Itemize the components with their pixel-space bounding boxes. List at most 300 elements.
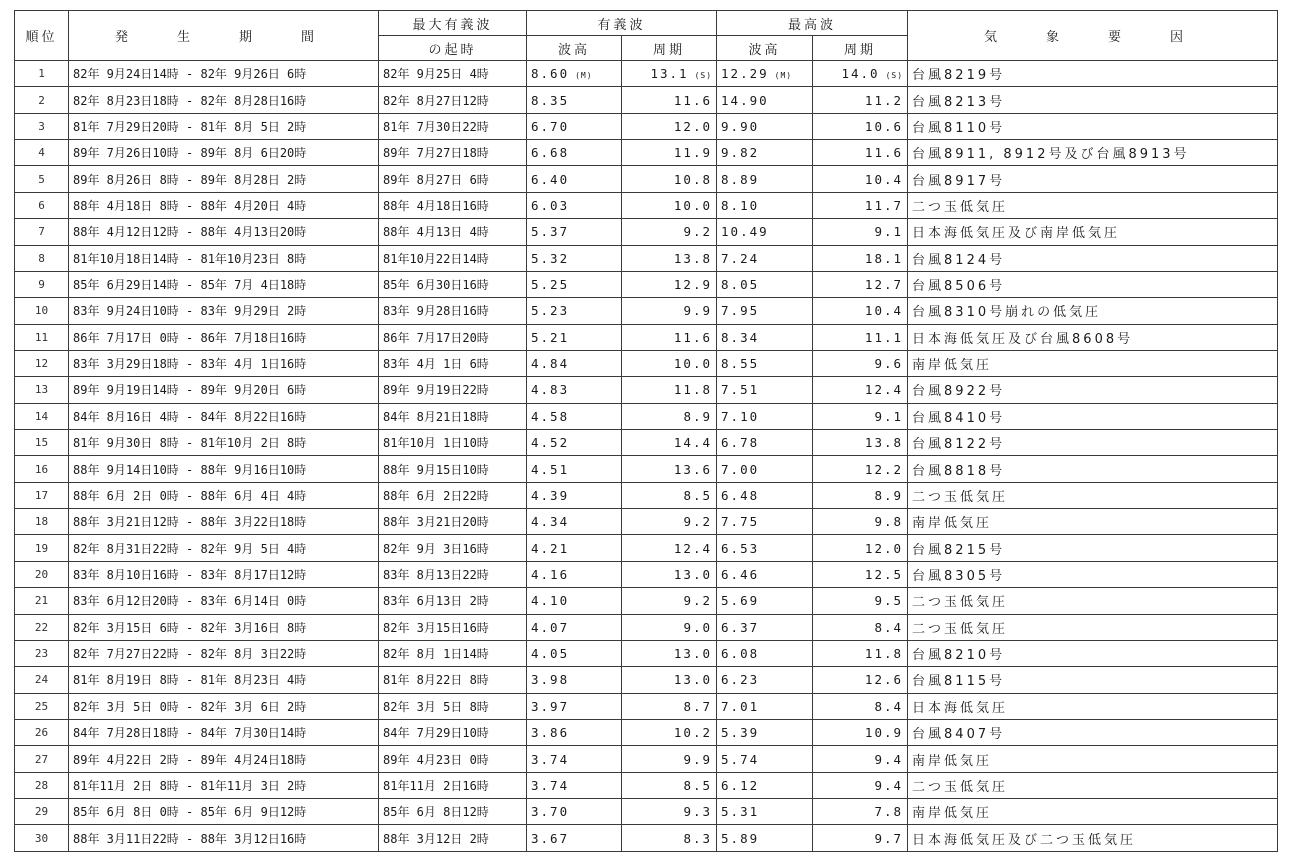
max-height-cell [717, 614, 813, 640]
max-period-cell [813, 693, 908, 719]
cause-cell-text: 南岸低気圧 [912, 806, 993, 822]
sig-height-cell-text: 6.03 [531, 197, 570, 213]
period-cell [69, 799, 379, 825]
max-period-cell [813, 324, 908, 350]
max-height-cell-text: 7.00 [721, 461, 760, 477]
peak-time-cell [379, 140, 527, 166]
peak-time-cell-text: 83年 6月13日 2時 [383, 594, 489, 609]
period-cell-text: 83年 3月29日18時 - 83年 4月 1日16時 [73, 357, 307, 372]
sig-period-cell-text: 11.8 [673, 382, 713, 398]
max-height-cell-text: 12.29 [721, 66, 769, 82]
cause-cell-text: 日本海低気圧及び台風8608号 [912, 331, 1134, 347]
cause-cell [908, 667, 1278, 693]
max-height-cell-text: 6.37 [721, 619, 760, 635]
sig-height-cell-text: 8.35 [531, 92, 570, 108]
max-period-cell-text: 11.2 [864, 92, 904, 108]
max-period-cell [813, 87, 908, 113]
sig-period-cell-text: 9.0 [683, 619, 713, 635]
period-cell [69, 772, 379, 798]
sig-period-cell-text: 10.2 [673, 725, 713, 741]
rank-cell-text: 26 [34, 726, 49, 740]
max-height-cell-text: 6.53 [721, 540, 760, 556]
cause-cell [908, 430, 1278, 456]
rank-cell [15, 324, 69, 350]
max-height-cell [717, 535, 813, 561]
peak-time-cell-text: 89年 8月27日 6時 [383, 172, 489, 187]
max-period-cell-text: 12.7 [864, 277, 904, 293]
peak-time-cell-text: 89年 4月23日 0時 [383, 752, 489, 767]
max-height-cell-text: 7.01 [721, 698, 760, 714]
peak-time-cell [379, 640, 527, 666]
sig-height-cell-text: 3.97 [531, 698, 570, 714]
cause-cell [908, 561, 1278, 587]
rank-cell-text: 9 [38, 278, 45, 292]
peak-time-cell [379, 667, 527, 693]
period-cell [69, 746, 379, 772]
rank-cell [15, 561, 69, 587]
cause-cell [908, 140, 1278, 166]
sig-height-cell [527, 350, 622, 376]
sig-period-cell [622, 430, 717, 456]
rank-cell [15, 456, 69, 482]
sig-period-cell [622, 719, 717, 745]
peak-time-cell [379, 113, 527, 139]
sig-period-cell-text: 12.0 [673, 118, 713, 134]
max-height-cell-text: 8.89 [721, 171, 760, 187]
sig-period-cell-text: 10.0 [673, 197, 713, 213]
sig-height-cell-text: 4.10 [531, 593, 570, 609]
max-height-cell-text: 8.05 [721, 277, 760, 293]
max-height-cell-text: 8.55 [721, 356, 760, 372]
sig-period-cell [622, 667, 717, 693]
period-cell [69, 192, 379, 218]
sig-period-cell-text: 9.2 [683, 224, 713, 240]
cause-cell [908, 719, 1278, 745]
max-period-cell [813, 403, 908, 429]
rank-cell [15, 219, 69, 245]
max-period-cell-text: 9.1 [874, 408, 904, 424]
max-height-cell [717, 772, 813, 798]
rank-cell [15, 245, 69, 271]
period-cell-text: 82年 9月24日14時 - 82年 9月26日 6時 [73, 67, 307, 82]
table-header [15, 11, 1278, 61]
period-cell-text: 88年 3月21日12時 - 88年 3月22日18時 [73, 515, 307, 530]
sig-height-cell-text: 3.98 [531, 672, 570, 688]
peak-time-cell-text: 84年 8月21日18時 [383, 409, 489, 424]
sig-height-cell-text: 3.67 [531, 830, 570, 846]
cause-cell-text: 台風8215号 [912, 542, 1006, 558]
rank-cell [15, 719, 69, 745]
cause-cell [908, 245, 1278, 271]
table-row [15, 772, 1278, 798]
cause-cell [908, 799, 1278, 825]
period-cell [69, 614, 379, 640]
peak-time-cell-text: 83年 9月28日16時 [383, 304, 489, 319]
cause-cell-text: 日本海低気圧及び二つ玉低気圧 [912, 832, 1137, 848]
period-cell [69, 298, 379, 324]
sig-height-cell-text: 3.70 [531, 804, 570, 820]
peak-time-cell [379, 772, 527, 798]
sig-height-cell [527, 825, 622, 852]
period-cell-text: 83年 8月10日16時 - 83年 8月17日12時 [73, 568, 307, 582]
table-row [15, 271, 1278, 297]
cause-cell-text: 台風8310号崩れの低気圧 [912, 305, 1102, 321]
max-height-cell-text: 7.10 [721, 408, 760, 424]
peak-time-cell [379, 588, 527, 614]
period-cell-text: 86年 7月17日 0時 - 86年 7月18日16時 [73, 330, 307, 345]
sig-height-cell-text: 5.37 [531, 224, 570, 240]
peak-time-cell-text: 81年10月22日14時 [383, 251, 489, 266]
table-row [15, 166, 1278, 192]
period-cell-text: 81年11月 2日 8時 - 81年11月 3日 2時 [73, 778, 307, 793]
peak-time-cell [379, 535, 527, 561]
sig-height-cell [527, 509, 622, 535]
peak-time-cell [379, 482, 527, 508]
max-height-cell [717, 403, 813, 429]
max-height-cell [717, 219, 813, 245]
rank-cell [15, 772, 69, 798]
max-period-cell-text: 9.4 [874, 751, 904, 767]
max-height-cell [717, 324, 813, 350]
sig-height-cell [527, 456, 622, 482]
sig-period-cell-text: 8.3 [683, 830, 713, 846]
cause-cell-text: 台風8407号 [912, 727, 1006, 743]
rank-cell-text: 15 [34, 436, 49, 450]
rank-cell [15, 825, 69, 852]
sig-period-cell-text: 8.7 [683, 698, 713, 714]
max-height-cell [717, 350, 813, 376]
sig-height-cell-text: 6.40 [531, 171, 570, 187]
table-row [15, 324, 1278, 350]
rank-cell-text: 16 [34, 462, 49, 476]
height-unit-label: (M) [575, 71, 593, 81]
sig-period-cell-text: 11.6 [673, 92, 713, 108]
sig-height-cell-text: 5.25 [531, 277, 570, 293]
peak-time-cell-text: 84年 7月29日10時 [383, 726, 489, 741]
period-cell [69, 377, 379, 403]
sig-period-cell [622, 377, 717, 403]
cause-cell [908, 772, 1278, 798]
max-height-cell [717, 719, 813, 745]
max-period-cell [813, 61, 908, 87]
rank-cell-text: 11 [34, 330, 49, 344]
rank-cell-text: 3 [38, 119, 45, 133]
max-period-cell-text: 11.7 [864, 197, 904, 213]
period-cell-text: 82年 8月31日22時 - 82年 9月 5日 4時 [73, 541, 307, 556]
peak-time-cell-text: 82年 9月 3日16時 [383, 541, 489, 556]
sig-period-cell [622, 166, 717, 192]
max-period-cell-text: 12.6 [864, 672, 904, 688]
period-cell-text: 89年 8月26日 8時 - 89年 8月28日 2時 [73, 172, 307, 187]
cause-cell-text: 台風8911, 8912号及び台風8913号 [912, 147, 1190, 163]
sig-period-cell [622, 535, 717, 561]
max-height-cell-text: 10.49 [721, 224, 769, 240]
table-row [15, 561, 1278, 587]
table-row [15, 667, 1278, 693]
sig-period-cell [622, 324, 717, 350]
peak-time-cell-text: 81年 7月30日22時 [383, 119, 489, 134]
table-row [15, 403, 1278, 429]
sig-height-cell-text: 4.21 [531, 540, 570, 556]
period-cell-text: 82年 8月23日18時 - 82年 8月28日16時 [73, 93, 307, 108]
sig-height-cell [527, 87, 622, 113]
table-row [15, 799, 1278, 825]
sig-period-cell [622, 561, 717, 587]
max-height-cell-text: 6.46 [721, 567, 760, 582]
max-height-cell-text: 8.34 [721, 329, 760, 345]
period-cell-text: 89年 7月26日10時 - 89年 8月 6日20時 [73, 146, 307, 161]
rank-cell-text: 7 [38, 225, 45, 239]
sig-period-cell-text: 14.4 [673, 435, 713, 451]
max-period-cell-text: 10.4 [864, 303, 904, 319]
sig-height-cell-text: 4.16 [531, 567, 570, 582]
max-period-cell [813, 219, 908, 245]
max-height-cell [717, 825, 813, 852]
cause-cell-text: 台風8213号 [912, 94, 1006, 110]
cause-cell-text: 台風8110号 [912, 120, 1006, 136]
cause-cell-text: 台風8219号 [912, 68, 1006, 84]
sig-period-cell [622, 61, 717, 87]
cause-cell-text: 台風8506号 [912, 279, 1006, 295]
max-period-cell-text: 12.5 [864, 567, 904, 582]
cause-cell-text: 南岸低気圧 [912, 358, 993, 374]
max-height-cell-text: 5.39 [721, 725, 760, 741]
peak-time-cell [379, 350, 527, 376]
rank-cell [15, 271, 69, 297]
peak-time-cell [379, 377, 527, 403]
max-height-cell [717, 298, 813, 324]
sig-period-cell [622, 825, 717, 852]
period-cell [69, 140, 379, 166]
sig-period-cell-text: 10.8 [673, 171, 713, 187]
max-period-cell-text: 9.1 [874, 224, 904, 240]
table-row [15, 192, 1278, 218]
sig-height-cell-text: 4.52 [531, 435, 570, 451]
period-cell [69, 561, 379, 587]
sig-period-cell [622, 298, 717, 324]
peak-time-cell-text: 82年 8月27日12時 [383, 93, 489, 108]
cause-cell [908, 614, 1278, 640]
cause-cell [908, 271, 1278, 297]
peak-time-cell-text: 88年 9月15日10時 [383, 462, 489, 477]
sig-height-cell-text: 4.58 [531, 408, 570, 424]
rank-cell [15, 588, 69, 614]
period-cell [69, 430, 379, 456]
max-period-cell-text: 8.9 [874, 487, 904, 503]
cause-cell [908, 535, 1278, 561]
rank-cell [15, 614, 69, 640]
peak-time-cell [379, 509, 527, 535]
peak-time-cell-text: 81年 8月22日 8時 [383, 673, 489, 688]
peak-time-cell-text: 81年10月 1日10時 [383, 436, 489, 451]
sig-period-cell [622, 456, 717, 482]
max-period-cell-text: 12.4 [864, 382, 904, 398]
period-cell [69, 61, 379, 87]
rank-cell-text: 22 [34, 620, 49, 634]
wave-ranking-sheet [14, 10, 1277, 852]
sig-period-cell [622, 350, 717, 376]
cause-cell [908, 509, 1278, 535]
max-height-cell-text: 6.23 [721, 672, 760, 688]
sig-period-cell-text: 9.2 [683, 593, 713, 609]
max-period-cell [813, 271, 908, 297]
sig-period-cell [622, 482, 717, 508]
cause-cell-text: 日本海低気圧及び南岸低気圧 [912, 226, 1121, 242]
period-cell [69, 166, 379, 192]
cause-cell [908, 350, 1278, 376]
peak-time-cell-text: 82年 3月 5日 8時 [383, 699, 489, 714]
max-period-cell-text: 9.6 [874, 356, 904, 372]
peak-time-cell-text: 89年 7月27日18時 [383, 146, 489, 161]
max-period-cell-text: 11.8 [864, 646, 904, 662]
sig-period-cell [622, 799, 717, 825]
cause-cell [908, 456, 1278, 482]
header-significant-wave: 有義波 [527, 11, 717, 36]
max-height-cell [717, 509, 813, 535]
rank-cell [15, 799, 69, 825]
sig-height-cell-text: 4.39 [531, 487, 570, 503]
rank-cell [15, 377, 69, 403]
period-cell-text: 88年 4月18日 8時 - 88年 4月20日 4時 [73, 198, 307, 213]
max-period-cell [813, 640, 908, 666]
peak-time-cell-text: 88年 3月12日 2時 [383, 831, 489, 846]
sig-period-cell [622, 614, 717, 640]
period-cell-text: 84年 7月28日18時 - 84年 7月30日14時 [73, 726, 307, 741]
period-cell-text: 81年 8月19日 8時 - 81年 8月23日 4時 [73, 673, 307, 688]
header-sig-period: 周期 [622, 36, 717, 61]
max-period-cell-text: 9.7 [874, 830, 904, 846]
max-period-cell [813, 430, 908, 456]
table-row [15, 377, 1278, 403]
max-height-cell-text: 6.78 [721, 435, 760, 451]
rank-cell [15, 693, 69, 719]
peak-time-cell [379, 61, 527, 87]
max-period-cell [813, 772, 908, 798]
max-height-cell [717, 192, 813, 218]
cause-cell-text: 台風8210号 [912, 648, 1006, 664]
cause-cell [908, 825, 1278, 852]
period-cell-text: 88年 3月11日22時 - 88年 3月12日16時 [73, 831, 307, 846]
sig-height-cell-text: 6.70 [531, 118, 570, 134]
sig-period-cell-text: 9.3 [683, 804, 713, 820]
max-height-cell [717, 482, 813, 508]
max-period-cell [813, 799, 908, 825]
peak-time-cell [379, 192, 527, 218]
rank-cell [15, 140, 69, 166]
sig-height-cell [527, 799, 622, 825]
max-height-cell-text: 7.51 [721, 382, 760, 398]
max-height-cell-text: 9.82 [721, 145, 760, 161]
period-cell [69, 482, 379, 508]
table-row [15, 430, 1278, 456]
max-period-cell-text: 9.5 [874, 593, 904, 609]
peak-time-cell [379, 614, 527, 640]
table-row [15, 509, 1278, 535]
max-height-cell [717, 166, 813, 192]
period-cell-text: 83年 9月24日10時 - 83年 9月29日 2時 [73, 304, 307, 319]
peak-time-cell-text: 83年 8月13日22時 [383, 568, 489, 582]
sig-height-cell-text: 4.34 [531, 514, 570, 530]
sig-period-cell [622, 403, 717, 429]
sig-height-cell-text: 5.23 [531, 303, 570, 319]
header-max-height: 波高 [717, 36, 813, 61]
period-cell [69, 693, 379, 719]
header-period: 発 生 期 間 [69, 11, 379, 61]
header-peak-line2: の起時 [379, 36, 527, 61]
rank-cell [15, 535, 69, 561]
cause-cell-text: 二つ玉低気圧 [912, 199, 1009, 215]
max-height-cell-text: 7.24 [721, 250, 760, 266]
table-row [15, 219, 1278, 245]
sig-height-cell [527, 377, 622, 403]
max-period-cell [813, 140, 908, 166]
period-cell [69, 456, 379, 482]
cause-cell-text: 台風8922号 [912, 384, 1006, 400]
cause-cell [908, 219, 1278, 245]
sig-period-cell-text: 12.4 [673, 540, 713, 556]
max-height-cell [717, 140, 813, 166]
period-cell-text: 81年 7月29日20時 - 81年 8月 5日 2時 [73, 119, 307, 134]
period-cell-text: 82年 3月15日 6時 - 82年 3月16日 8時 [73, 620, 307, 635]
period-cell-text: 88年 9月14日10時 - 88年 9月16日10時 [73, 462, 307, 477]
rank-cell-text: 5 [38, 172, 45, 186]
sig-height-cell-text: 3.74 [531, 751, 570, 767]
max-height-cell [717, 456, 813, 482]
rank-cell-text: 29 [34, 805, 49, 819]
max-period-cell-text: 18.1 [864, 250, 904, 266]
max-period-cell-text: 8.4 [874, 698, 904, 714]
cause-cell [908, 588, 1278, 614]
peak-time-cell [379, 298, 527, 324]
max-height-cell [717, 561, 813, 587]
peak-time-cell [379, 430, 527, 456]
max-height-cell-text: 5.74 [721, 751, 760, 767]
sig-period-cell-text: 8.9 [683, 408, 713, 424]
max-period-cell [813, 245, 908, 271]
period-cell [69, 640, 379, 666]
sig-height-cell [527, 693, 622, 719]
sig-period-cell-text: 13.6 [673, 461, 713, 477]
sig-period-cell [622, 87, 717, 113]
max-period-cell [813, 350, 908, 376]
header-sig-height: 波高 [527, 36, 622, 61]
cause-cell-text: 台風8122号 [912, 437, 1006, 453]
max-period-cell [813, 561, 908, 587]
rank-cell-text: 1 [38, 67, 45, 81]
max-period-cell-text: 13.8 [864, 435, 904, 451]
peak-time-cell-text: 86年 7月17日20時 [383, 330, 489, 345]
sig-height-cell [527, 403, 622, 429]
max-period-cell-text: 14.0 [841, 66, 880, 82]
rank-cell [15, 192, 69, 218]
period-cell [69, 825, 379, 852]
sig-period-cell-text: 13.1 [650, 66, 689, 82]
max-period-cell [813, 377, 908, 403]
sig-height-cell [527, 61, 622, 87]
period-cell-text: 88年 6月 2日 0時 - 88年 6月 4日 4時 [73, 488, 307, 503]
period-cell-text: 84年 8月16日 4時 - 84年 8月22日16時 [73, 409, 307, 424]
cause-cell-text: 南岸低気圧 [912, 516, 993, 532]
cause-cell-text: 二つ玉低気圧 [912, 621, 1009, 637]
peak-time-cell [379, 166, 527, 192]
peak-time-cell-text: 88年 4月18日16時 [383, 198, 489, 213]
cause-cell-text: 台風8115号 [912, 674, 1006, 690]
peak-time-cell-text: 82年 3月15日16時 [383, 620, 489, 635]
sig-height-cell [527, 588, 622, 614]
max-height-cell [717, 430, 813, 456]
rank-cell-text: 2 [38, 93, 45, 107]
max-height-cell-text: 9.90 [721, 118, 760, 134]
